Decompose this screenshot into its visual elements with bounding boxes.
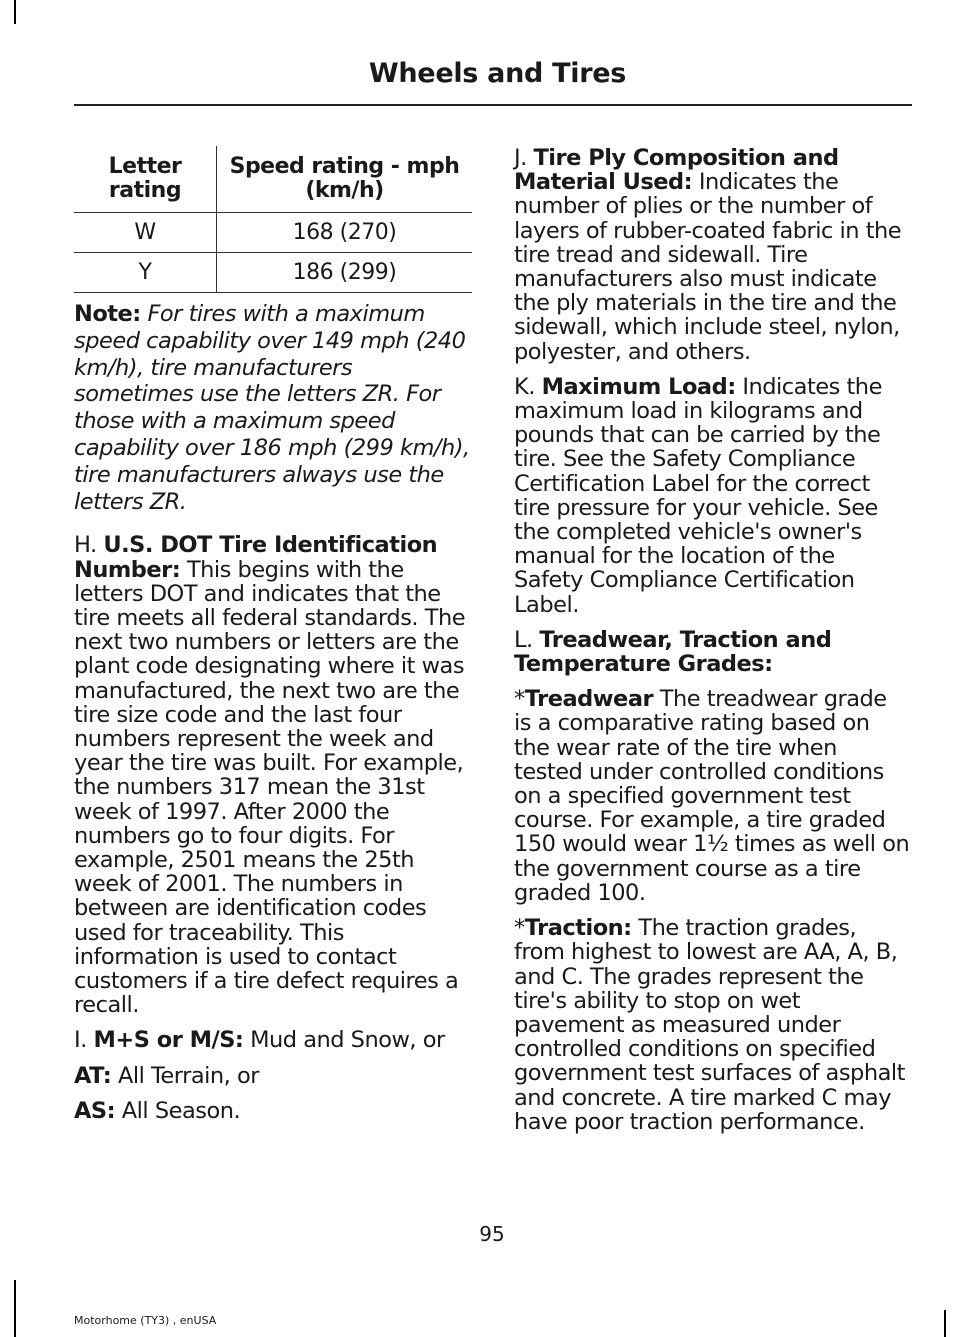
section-heading: AS:: [74, 1097, 116, 1124]
section-heading: Treadwear: [524, 686, 654, 713]
section-h: [74, 533, 474, 1017]
section-heading: Treadwear, Traction and Temperature Grades:: [514, 626, 832, 678]
section-text: This begins with the letters DOT and indicates that the tire meets all federal standards. The next two numbers or letters are the plant code designating where it was manufactured, the next two are the tire size code and the last four numbers represent the week and year the tire was built. For example, the numbers 317 mean the 31st week of 1997. After 2000 the numbers go to four digits. For example, 2501 means the 25th week of 2001. The numbers in between are identification codes used for traceability. This information is used to contact customers if a tire defect requires a recall.: [74, 556, 466, 1019]
table-header-row: [74, 146, 472, 213]
section-k: [514, 375, 910, 617]
speed-rating-table: [74, 146, 472, 293]
column-header-speed: Speed rating - mph (km/h): [217, 146, 473, 213]
right-column: [514, 146, 910, 1145]
section-prefix: I.: [74, 1027, 87, 1054]
note-paragraph: [74, 301, 474, 515]
speed-cell: 186 (299): [217, 253, 473, 293]
table-row: [74, 213, 472, 253]
section-prefix: L.: [514, 626, 533, 653]
letter-cell: Y: [74, 253, 217, 293]
section-text: Indicates the number of plies or the number of layers of rubber-coated fabric in the tire tread and sidewall. Tire manufacturers also must indicate the ply materials in the tire and the sidewall, which include steel, nylon, polyester, and others.: [514, 169, 902, 365]
left-column: [74, 146, 474, 1134]
section-heading: Maximum Load:: [541, 373, 736, 400]
section-heading: U.S. DOT Tire Identification Number:: [74, 532, 438, 583]
section-text: All Terrain, or: [117, 1062, 259, 1089]
section-prefix: *: [514, 915, 525, 942]
header-divider: [74, 104, 912, 106]
section-heading: Traction:: [524, 915, 632, 942]
section-prefix: H.: [74, 532, 97, 559]
section-text: The traction grades, from highest to lowest are AA, A, B, and C. The grades represent the tire's ability to stop on wet pavement as measured under controlled conditions on specified government test surfaces of asphalt and concrete. A tire marked C may have poor traction performance.: [514, 915, 905, 1135]
section-heading: Tire Ply Composition and Material Used:: [514, 145, 839, 196]
section-prefix: K.: [514, 373, 535, 400]
page-number: 95: [479, 1222, 505, 1246]
crop-mark: [944, 1310, 946, 1337]
section-text: Mud and Snow, or: [250, 1027, 445, 1054]
section-heading: M+S or M/S:: [93, 1027, 244, 1054]
section-prefix: *: [514, 686, 525, 713]
section-traction: [514, 916, 910, 1134]
speed-cell: 168 (270): [217, 213, 473, 253]
table-row: [74, 253, 472, 293]
document-footer: Motorhome (TY3) , enUSA: [74, 1314, 217, 1327]
column-header-letter: Letter rating: [74, 146, 217, 213]
section-text: All Season.: [121, 1097, 241, 1124]
section-i: [74, 1028, 474, 1052]
section-heading: AT:: [74, 1062, 112, 1089]
crop-mark: [14, 1280, 16, 1337]
section-j: [514, 146, 910, 364]
note-text: For tires with a maximum speed capability over 149 mph (240 km/h), tire manufacturers sometimes use the letters ZR. For those with a maximum speed capability over 186 mph (299 km/h), tire manufacturers always use the letters ZR.: [74, 301, 470, 515]
crop-mark: [14, 0, 16, 24]
section-text: Indicates the maximum load in kilograms and pounds that can be carried by the tire. See the Safety Compliance Certification Label for the correct tire pressure for your vehicle. See the completed vehicle's owner's manual for the location of the Safety Compliance Certification Label.: [514, 373, 882, 618]
section-at: [74, 1064, 474, 1088]
note-label: Note:: [74, 301, 141, 327]
section-l: [514, 628, 910, 676]
section-prefix: J.: [514, 145, 527, 171]
section-text: The treadwear grade is a comparative rating based on the wear rate of the tire when tested under controlled conditions on a specified government test course. For example, a tire graded 150 would wear 1½ times as well on the government course as a tire graded 100.: [514, 686, 910, 906]
section-as: [74, 1099, 474, 1123]
page-title: Wheels and Tires: [368, 58, 626, 89]
section-treadwear: [514, 687, 910, 905]
letter-cell: W: [74, 213, 217, 253]
